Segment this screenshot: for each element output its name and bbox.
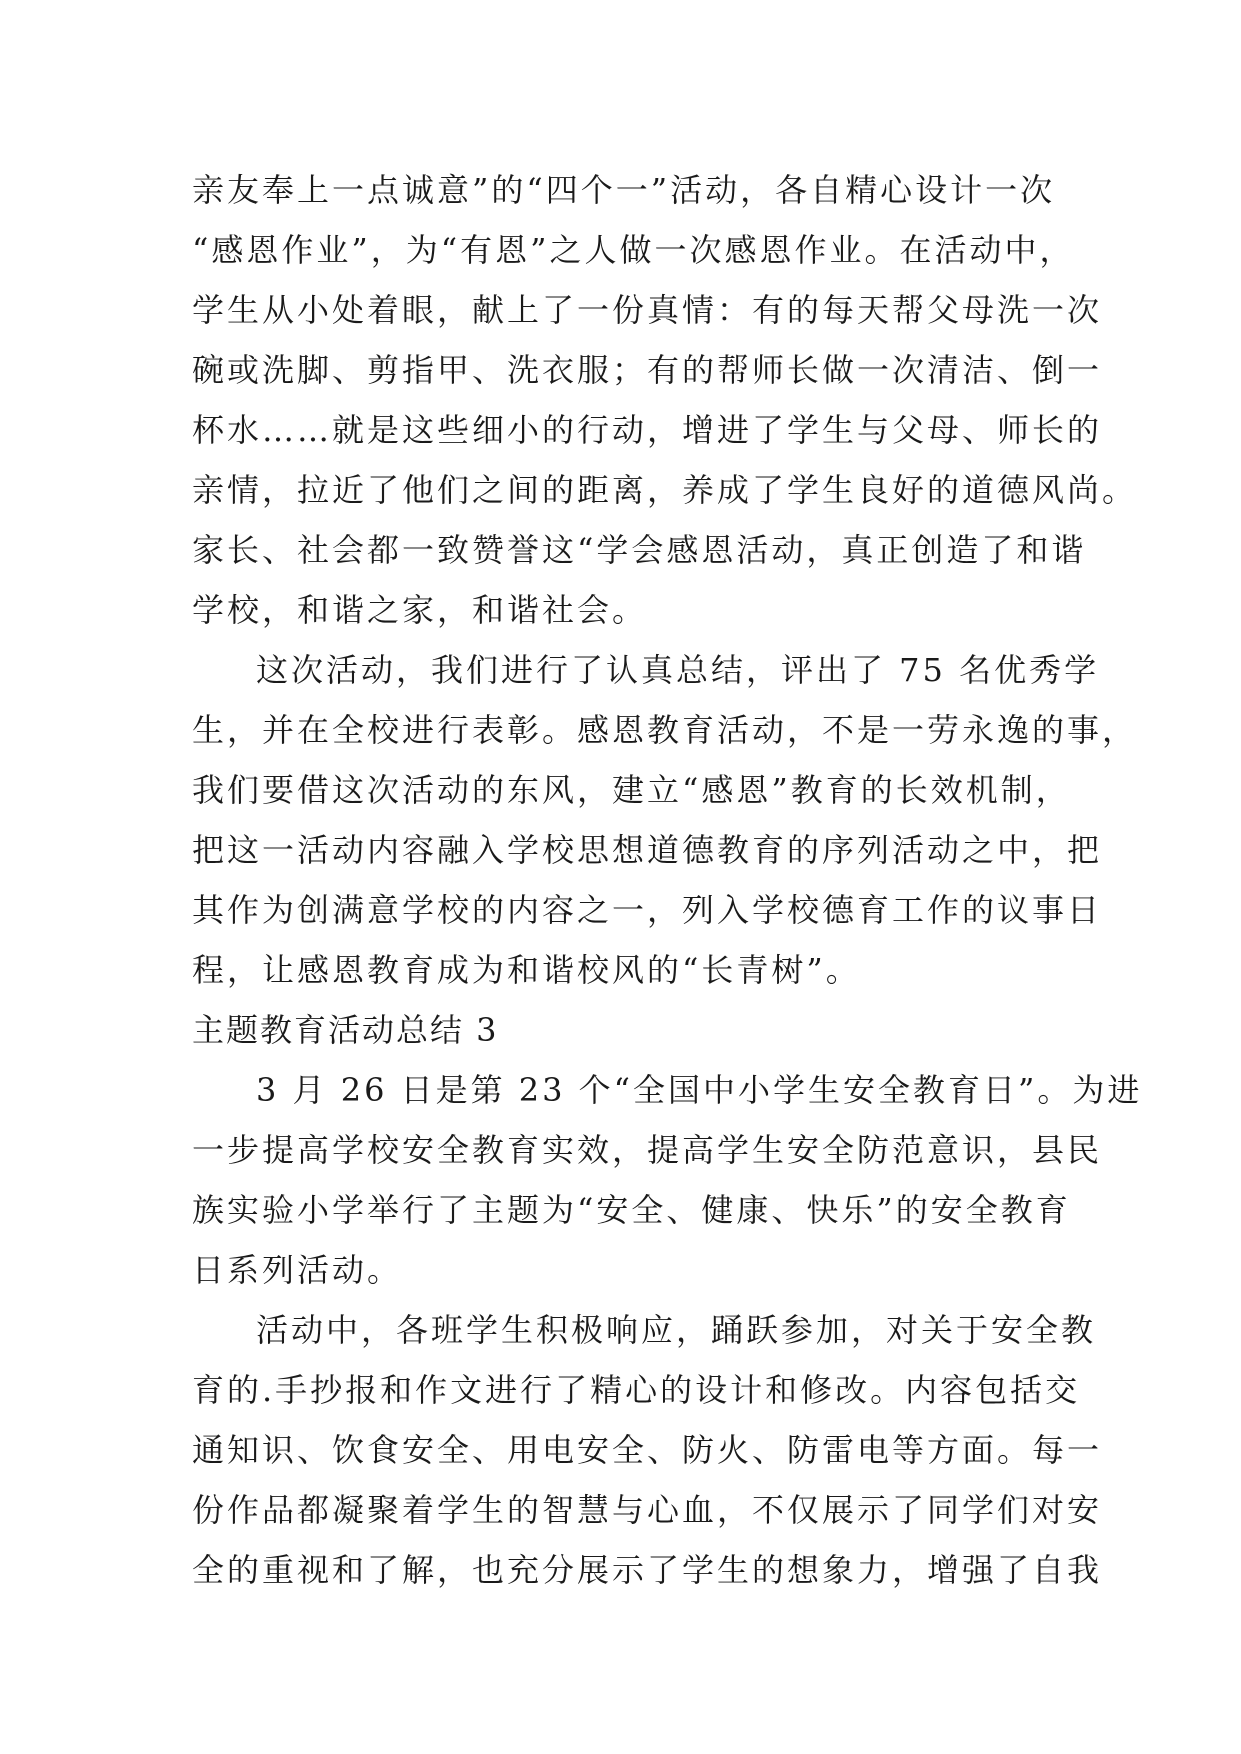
text-line: 份作品都凝聚着学生的智慧与心血，不仅展示了同学们对安 — [192, 1491, 1103, 1529]
text-line: 学生从小处着眼，献上了一份真情：有的每天帮父母洗一次 — [192, 291, 1103, 329]
paragraph-gratitude-activity — [192, 160, 1138, 640]
text-line: 日系列活动。 — [192, 1251, 403, 1289]
text-line: 家长、社会都一致赞誉这“学会感恩活动，真正创造了和谐 — [192, 531, 1087, 569]
text-line: 全的重视和了解，也充分展示了学生的想象力，增强了自我 — [192, 1551, 1103, 1589]
paragraph-safety-day — [192, 1060, 1143, 1300]
text-line: 程，让感恩教育成为和谐校风的“长青树”。 — [192, 951, 861, 989]
section-heading: 主题教育活动总结 3 — [192, 1011, 499, 1049]
text-line: 通知识、饮食安全、用电安全、防火、防雷电等方面。每一 — [192, 1431, 1103, 1469]
text-line: 亲情，拉近了他们之间的距离，养成了学生良好的道德风尚。 — [192, 471, 1138, 509]
text-line: 学校，和谐之家，和谐社会。 — [192, 591, 648, 629]
text-line: 一步提高学校安全教育实效，提高学生安全防范意识，县民 — [192, 1131, 1103, 1169]
text-line: 这次活动，我们进行了认真总结，评出了 75 名优秀学 — [256, 651, 1100, 689]
document-body — [192, 160, 1143, 1600]
text-line: 生，并在全校进行表彰。感恩教育活动，不是一劳永逸的事， — [192, 711, 1138, 749]
text-line: 活动中，各班学生积极响应，踊跃参加，对关于安全教 — [256, 1311, 1097, 1349]
text-line: 把这一活动内容融入学校思想道德教育的序列活动之中，把 — [192, 831, 1103, 869]
text-line: 3 月 26 日是第 23 个“全国中小学生安全教育日”。为进 — [256, 1071, 1143, 1109]
text-line: 我们要借这次活动的东风，建立“感恩”教育的长效机制， — [192, 771, 1071, 809]
text-line: “感恩作业”，为“有恩”之人做一次感恩作业。在活动中， — [192, 231, 1075, 269]
text-line: 育的.手抄报和作文进行了精心的设计和修改。内容包括交 — [192, 1371, 1081, 1409]
paragraph-activity-summary — [192, 640, 1138, 1000]
text-line: 碗或洗脚、剪指甲、洗衣服；有的帮师长做一次清洁、倒一 — [192, 351, 1103, 389]
text-line: 杯水……就是这些细小的行动，增进了学生与父母、师长的 — [192, 411, 1103, 449]
text-line: 亲友奉上一点诚意”的“四个一”活动，各自精心设计一次 — [192, 171, 1056, 209]
text-line: 族实验小学举行了主题为“安全、健康、快乐”的安全教育 — [192, 1191, 1071, 1229]
text-line: 其作为创满意学校的内容之一，列入学校德育工作的议事日 — [192, 891, 1103, 929]
paragraph-student-works — [192, 1300, 1103, 1600]
